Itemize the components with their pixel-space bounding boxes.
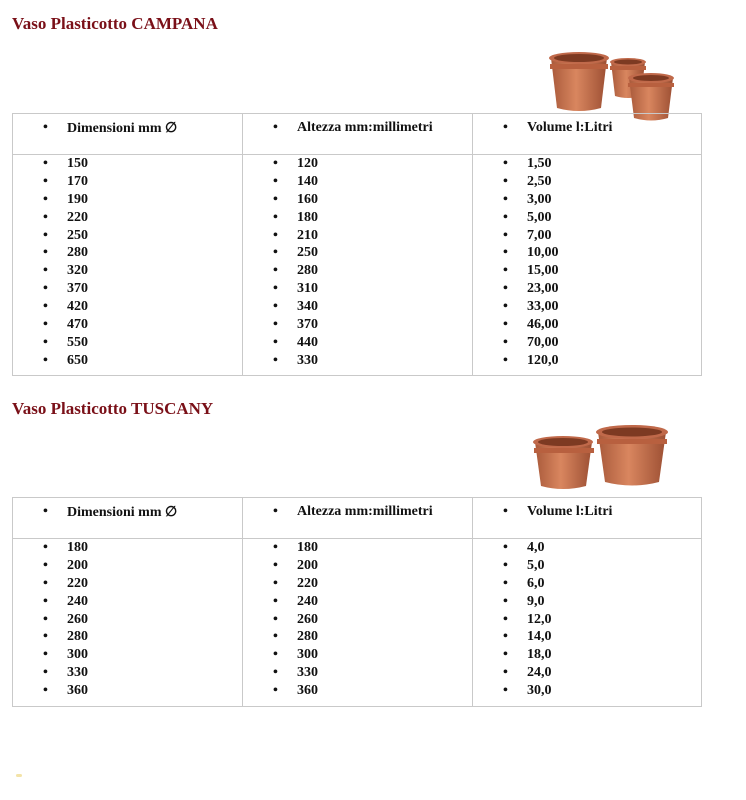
bullet-icon: • [43,263,48,279]
list-item [13,298,242,316]
bullet-icon: • [503,575,508,591]
list-item [243,352,472,370]
list-item [473,280,701,298]
bullet-icon: • [273,334,278,350]
list-item [13,316,242,334]
cell-value: 220 [297,575,318,591]
bullet-icon: • [503,540,508,555]
cell-value: 6,0 [527,575,545,591]
section-title-tuscany: Vaso Plasticotto TUSCANY [12,399,214,418]
bullet-icon: • [503,120,508,135]
cell-value: 280 [297,629,318,645]
cell-value: 250 [297,245,318,261]
cell-value: 18,0 [527,647,552,663]
list-item [473,352,701,370]
bullet-icon: • [503,317,508,333]
cell-value: 15,00 [527,263,559,279]
bullet-icon: • [273,317,278,333]
cell-value: 23,00 [527,281,559,297]
list-item [243,316,472,334]
bullet-icon: • [503,629,508,645]
cell-value: 160 [297,191,318,207]
cell-value: 200 [297,557,318,573]
list-item [243,557,472,575]
cell-value: 33,00 [527,299,559,315]
list-item [243,280,472,298]
list-item [243,664,472,682]
cell-value: 280 [67,629,88,645]
bullet-icon: • [503,683,508,699]
list-item [473,334,701,352]
bullet-icon: • [273,593,278,609]
list-item [13,155,242,173]
bullet-icon: • [503,557,508,573]
list-item [473,191,701,209]
cell-value: 210 [297,227,318,243]
cell-value: 440 [297,334,318,350]
cell-value: 340 [297,299,318,315]
cell-value: 120,0 [527,352,559,368]
cell-value: 280 [297,263,318,279]
cell-value: 330 [297,665,318,681]
bullet-icon: • [503,156,508,171]
cell-value: 360 [297,683,318,699]
list-item [243,646,472,664]
bullet-icon: • [43,557,48,573]
cell-value: 280 [67,245,88,261]
list-item [13,664,242,682]
list-item [473,575,701,593]
bullet-icon: • [273,629,278,645]
cell-value: 240 [297,593,318,609]
cell-value: 24,0 [527,665,552,681]
cell-value: 360 [67,683,88,699]
bullet-icon: • [43,209,48,225]
list-item [473,539,701,557]
list-item [243,155,472,173]
bullet-icon: • [503,665,508,681]
bullet-icon: • [43,191,48,207]
value-list [243,155,472,370]
bullet-icon: • [503,352,508,368]
list-item [473,262,701,280]
cell-value: 180 [297,540,318,555]
bullet-icon: • [503,611,508,627]
list-item [243,244,472,262]
bullet-icon: • [43,504,48,519]
cell-value: 190 [67,191,88,207]
bullet-icon: • [273,540,278,555]
bullet-icon: • [43,317,48,333]
column-header-volume: • Volume l:Litri [473,114,702,155]
bullet-icon: • [43,173,48,189]
list-item [243,628,472,646]
list-item [473,557,701,575]
list-item [243,334,472,352]
cell-value: 470 [67,317,88,333]
bullet-icon: • [43,540,48,555]
list-item [473,593,701,611]
bullet-icon: • [43,611,48,627]
list-item [13,280,242,298]
bullet-icon: • [503,173,508,189]
list-item [473,298,701,316]
bullet-icon: • [273,611,278,627]
bullet-icon: • [503,227,508,243]
list-item [243,191,472,209]
cell-value: 330 [67,665,88,681]
list-item [243,173,472,191]
bullet-icon: • [43,352,48,368]
cell-value: 120 [297,156,318,171]
cell-value: 9,0 [527,593,545,609]
values-cell-dimensioni [13,539,243,707]
bullet-icon: • [503,209,508,225]
tuscany-pots-image [530,422,672,494]
cell-value: 5,00 [527,209,552,225]
cell-value: 180 [67,540,88,555]
list-item [473,155,701,173]
bullet-icon: • [273,227,278,243]
campana-table [12,113,702,376]
values-cell-altezza [243,539,473,707]
list-item [473,628,701,646]
cell-value: 1,50 [527,156,552,171]
bullet-icon: • [273,281,278,297]
value-list [13,539,242,700]
bullet-icon: • [43,120,48,135]
bullet-icon: • [273,299,278,315]
bullet-icon: • [273,504,278,519]
bullet-icon: • [503,281,508,297]
list-item [13,191,242,209]
bullet-icon: • [43,575,48,591]
cell-value: 2,50 [527,173,552,189]
cell-value: 650 [67,352,88,368]
cell-value: 14,0 [527,629,552,645]
list-item [473,244,701,262]
list-item [243,298,472,316]
cell-value: 140 [297,173,318,189]
bullet-icon: • [503,263,508,279]
cell-value: 46,00 [527,317,559,333]
bullet-icon: • [503,299,508,315]
cell-value: 10,00 [527,245,559,261]
bullet-icon: • [273,575,278,591]
list-item [13,682,242,700]
tuscany-table [12,497,702,707]
list-item [13,227,242,245]
bullet-icon: • [43,334,48,350]
cell-value: 370 [297,317,318,333]
cell-value: 320 [67,263,88,279]
list-item [13,628,242,646]
value-list [473,539,701,700]
cell-value: 7,00 [527,227,552,243]
list-item [13,611,242,629]
bullet-icon: • [273,647,278,663]
list-item [13,334,242,352]
bullet-icon: • [273,120,278,135]
bullet-icon: • [273,557,278,573]
list-item [243,209,472,227]
list-item [243,682,472,700]
table-header-row [13,498,702,539]
list-item [13,262,242,280]
list-item [243,227,472,245]
bullet-icon: • [503,334,508,350]
value-list [473,155,701,370]
values-cell-volume [473,155,702,376]
bullet-icon: • [43,683,48,699]
cell-value: 30,0 [527,683,552,699]
cell-value: 240 [67,593,88,609]
bullet-icon: • [43,593,48,609]
bullet-icon: • [273,156,278,171]
cell-value: 250 [67,227,88,243]
value-list [243,539,472,700]
bullet-icon: • [273,352,278,368]
table-values-row [13,539,702,707]
bullet-icon: • [503,647,508,663]
list-item [473,611,701,629]
list-item [13,557,242,575]
list-item [473,682,701,700]
bullet-icon: • [503,504,508,519]
list-item [13,209,242,227]
list-item [473,316,701,334]
list-item [243,539,472,557]
list-item [473,173,701,191]
bullet-icon: • [43,227,48,243]
cell-value: 70,00 [527,334,559,350]
column-header-volume: • Volume l:Litri [473,498,702,539]
cell-value: 4,0 [527,540,545,555]
bullet-icon: • [273,245,278,261]
bullet-icon: • [43,281,48,297]
bullet-icon: • [273,191,278,207]
bullet-icon: • [503,593,508,609]
decorative-mark [16,774,22,777]
table-values-row [13,155,702,376]
bullet-icon: • [43,629,48,645]
values-cell-volume [473,539,702,707]
bullet-icon: • [43,245,48,261]
list-item [473,227,701,245]
bullet-icon: • [273,683,278,699]
list-item [13,539,242,557]
list-item [243,575,472,593]
list-item [243,611,472,629]
values-cell-dimensioni [13,155,243,376]
cell-value: 5,0 [527,557,545,573]
list-item [473,209,701,227]
values-cell-altezza [243,155,473,376]
cell-value: 220 [67,209,88,225]
list-item [13,244,242,262]
column-header-dimensioni: • Dimensioni mm ∅ [13,498,243,539]
bullet-icon: • [273,173,278,189]
value-list [13,155,242,370]
column-header-altezza: • Altezza mm:millimetri [243,114,473,155]
bullet-icon: • [43,647,48,663]
bullet-icon: • [273,209,278,225]
section-title-campana: Vaso Plasticotto CAMPANA [12,14,218,33]
list-item [473,646,701,664]
table-header-row [13,114,702,155]
cell-value: 420 [67,299,88,315]
list-item [13,173,242,191]
cell-value: 330 [297,352,318,368]
bullet-icon: • [273,263,278,279]
bullet-icon: • [43,665,48,681]
cell-value: 170 [67,173,88,189]
bullet-icon: • [503,245,508,261]
bullet-icon: • [43,299,48,315]
cell-value: 310 [297,281,318,297]
cell-value: 180 [297,209,318,225]
cell-value: 550 [67,334,88,350]
cell-value: 370 [67,281,88,297]
list-item [13,646,242,664]
cell-value: 150 [67,156,88,171]
list-item [243,593,472,611]
list-item [13,593,242,611]
bullet-icon: • [503,191,508,207]
cell-value: 260 [67,611,88,627]
column-header-altezza: • Altezza mm:millimetri [243,498,473,539]
cell-value: 3,00 [527,191,552,207]
cell-value: 220 [67,575,88,591]
cell-value: 300 [67,647,88,663]
column-header-dimensioni: • Dimensioni mm ∅ [13,114,243,155]
bullet-icon: • [273,665,278,681]
bullet-icon: • [43,156,48,171]
list-item [243,262,472,280]
cell-value: 260 [297,611,318,627]
cell-value: 12,0 [527,611,552,627]
list-item [13,575,242,593]
list-item [13,352,242,370]
cell-value: 200 [67,557,88,573]
list-item [473,664,701,682]
cell-value: 300 [297,647,318,663]
